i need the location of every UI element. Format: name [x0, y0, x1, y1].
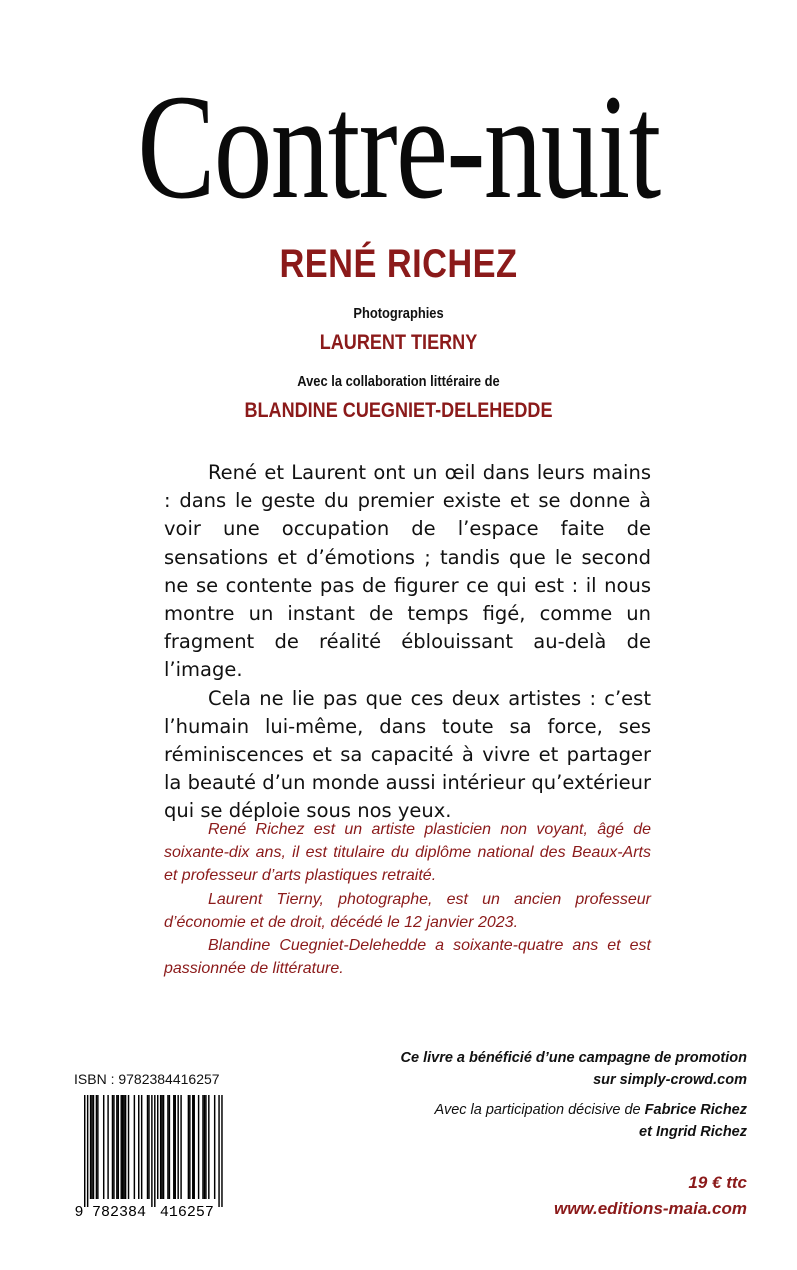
promotion-line-1: Ce livre a bénéficié d’une campagne de promotion [400, 1050, 747, 1066]
barcode-bar [189, 1095, 190, 1199]
participation-name-1: Fabrice Richez [644, 1102, 747, 1118]
barcode-bar [208, 1095, 209, 1199]
barcode-bar [218, 1095, 219, 1207]
barcode-bar [147, 1095, 148, 1199]
barcode-bar [122, 1095, 123, 1199]
barcode-bar [154, 1095, 155, 1207]
publisher-website: www.editions-maia.com [553, 1199, 747, 1218]
barcode-bar [141, 1095, 142, 1199]
barcode-digits: 782384 [92, 1204, 147, 1219]
bio-rene: René Richez est un artiste plasticien non voyant, âgé de soixante-dix ans, il est titulaire du diplôme national des Beaux-Arts et professeur d’arts plastiques retraité. [164, 821, 651, 885]
barcode-digits: 9 [74, 1204, 84, 1219]
barcode-bar [112, 1095, 113, 1199]
barcode-bar [188, 1095, 189, 1199]
blurb-paragraph-2: Cela ne lie pas que ces deux artistes : c’est l’humain lui-même, dans toute sa force, ses réminiscences et sa capacité à vivre et partager la beauté d’un monde aussi intérieur qu’extérieur qui se déploie sous nos yeux. [164, 686, 651, 823]
barcode-bar [214, 1095, 215, 1199]
barcode-bar [123, 1095, 124, 1199]
barcode-bar [177, 1095, 178, 1199]
barcode-bar [134, 1095, 135, 1199]
barcode-bar [173, 1095, 174, 1199]
barcode-digits: 416257 [159, 1204, 214, 1219]
barcode-bar [169, 1095, 170, 1199]
barcode-bar [84, 1095, 85, 1207]
isbn-barcode [74, 1095, 230, 1219]
participation-name-2: et Ingrid Richez [639, 1124, 747, 1140]
barcode-bar [202, 1095, 203, 1199]
collaborator-name: BLANDINE CUEGNIET-DELEHEDDE [244, 399, 553, 422]
bio-blandine: Blandine Cuegniet-Delehedde a soixante-quatre ans et est passionnée de littérature. [164, 937, 651, 978]
author-bios [164, 818, 651, 980]
barcode-bar [96, 1095, 97, 1199]
photographs-label: Photographies [353, 305, 444, 322]
barcode-bar [87, 1095, 88, 1207]
barcode-bar [175, 1095, 176, 1199]
barcode-bar [103, 1095, 104, 1199]
barcode-bar [198, 1095, 199, 1199]
barcode-bar [125, 1095, 126, 1199]
barcode-bar [160, 1095, 161, 1199]
barcode-bar [148, 1095, 149, 1199]
blurb-paragraph-1: René et Laurent ont un œil dans leurs mains : dans le geste du premier existe et se donne à voir une occupation de l’espace faite de sensations et d’émotions ; tandis que le second ne se contente pas de figurer ce qui est : il nous montre un instant de temps figé, comme un fragment de réalité éblouissant au-delà de l’image. [164, 461, 651, 682]
barcode-bar [116, 1095, 117, 1199]
back-cover-blurb [164, 459, 651, 826]
barcode-bar [192, 1095, 193, 1199]
author-name: RENÉ RICHEZ [279, 242, 518, 286]
barcode-bar [205, 1095, 206, 1199]
barcode-bar [163, 1095, 164, 1199]
collaboration-label: Avec la collaboration littéraire de [297, 373, 500, 390]
barcode-bar [91, 1095, 92, 1199]
barcode-bar [221, 1095, 222, 1207]
barcode-bar [161, 1095, 162, 1199]
barcode-bar [113, 1095, 114, 1199]
barcode-bar [157, 1095, 158, 1199]
barcode-bar [93, 1095, 94, 1199]
promotion-note [387, 1047, 747, 1091]
isbn-label: ISBN : 9782384416257 [74, 1071, 220, 1087]
barcode-bar [90, 1095, 91, 1199]
book-title: Contre-nuit [137, 64, 660, 230]
promotion-line-2: sur simply-crowd.com [593, 1072, 747, 1088]
barcode-bar [204, 1095, 205, 1199]
barcode-bar [138, 1095, 139, 1199]
bio-laurent: Laurent Tierny, photographe, est un ancien professeur d’économie et de droit, décédé le 12 janvier 2023. [164, 890, 651, 931]
participation-prefix: Avec la participation décisive de [434, 1102, 645, 1118]
barcode-bar [128, 1095, 129, 1199]
barcode-bar [97, 1095, 98, 1199]
barcode-bar [118, 1095, 119, 1199]
price: 19 € ttc [688, 1173, 747, 1192]
photographer-name: LAURENT TIERNY [319, 331, 478, 354]
barcode-bar [151, 1095, 152, 1207]
barcode-bar [194, 1095, 195, 1199]
barcode-bar [180, 1095, 181, 1199]
barcode-bar [107, 1095, 108, 1199]
barcode-bar [167, 1095, 168, 1199]
barcode-bar [121, 1095, 122, 1199]
participation-note [387, 1099, 747, 1143]
